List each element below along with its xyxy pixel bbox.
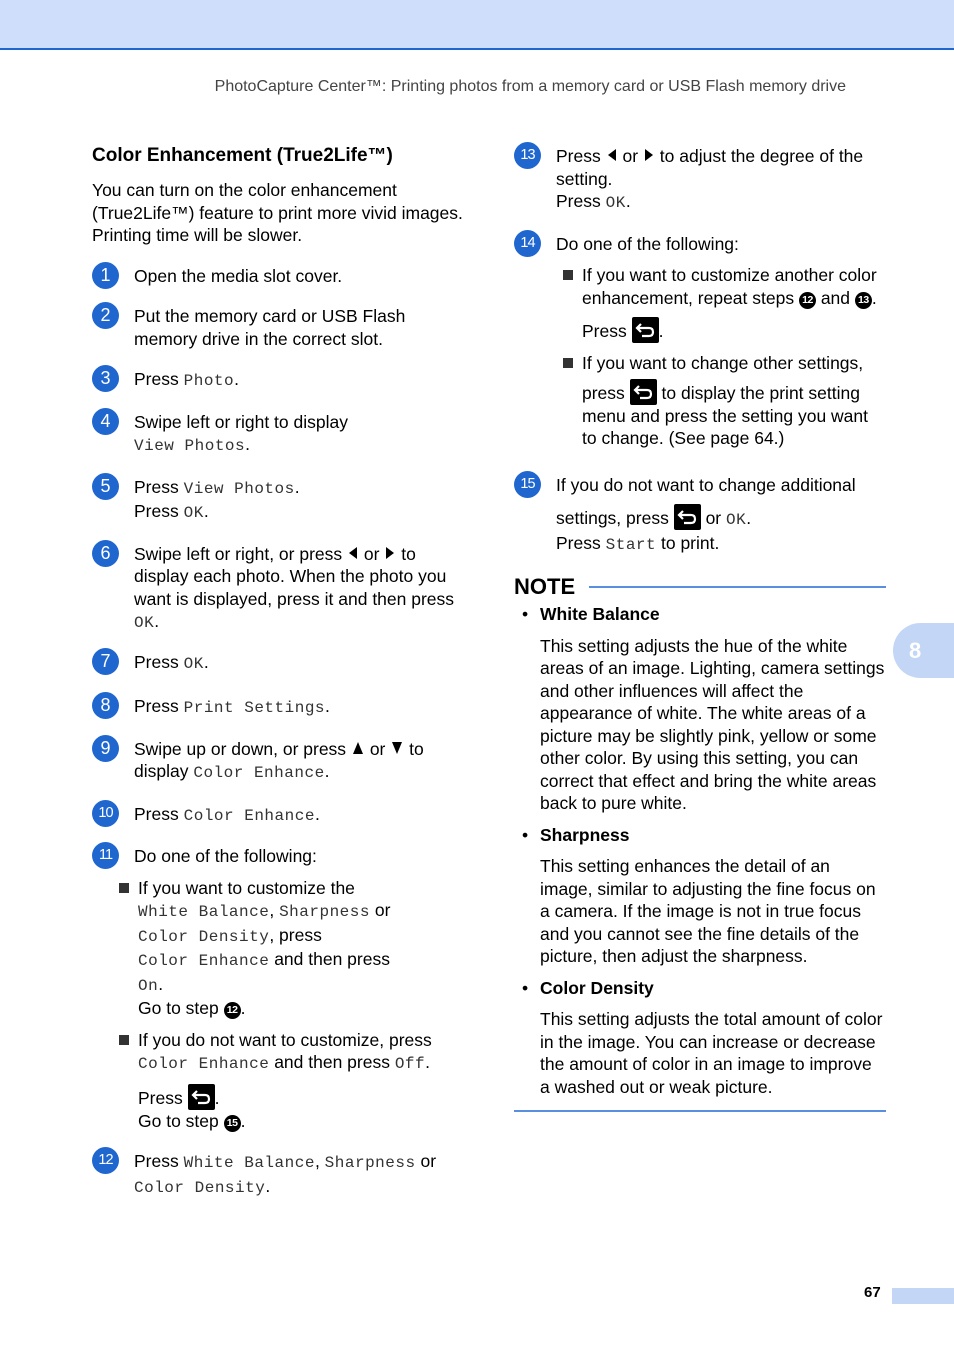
back-button-icon <box>674 504 701 530</box>
lcd-label: OK <box>183 504 204 522</box>
bullet-dot: • <box>522 977 529 998</box>
step-text: or <box>415 1151 437 1171</box>
note-item-body: This setting adjusts the hue of the white areas of an image. Lighting, camera settings and other influences will affect the appearance of white. The white areas of a picture may be slightly pink, yellow or some other color. By using this setting, you can correct that effect and bring the white areas back to pure white. <box>540 635 885 813</box>
step-3 <box>92 368 464 393</box>
step-text: . <box>234 369 239 389</box>
back-button-icon <box>630 379 657 405</box>
step-text: . <box>245 434 250 454</box>
note-heading <box>514 574 886 600</box>
step-text: . <box>265 1175 271 1196</box>
step-text: settings, press <box>556 508 674 528</box>
step-text: . <box>324 761 330 781</box>
step-text: Press <box>134 1151 184 1171</box>
option-bullet <box>563 264 886 343</box>
step-text: Press <box>134 476 184 497</box>
note-item-body: This setting adjusts the total amount of color in the image. You can increase or decrease the amount of color in an image to improve a washed out or weak picture. <box>540 1009 883 1097</box>
bullet-text: If you want to customize the <box>138 877 355 898</box>
step-text: . <box>325 696 330 716</box>
step-number: 14 <box>514 230 541 257</box>
step-5 <box>92 476 464 525</box>
lcd-label: Photo <box>183 372 235 390</box>
left-arrow-icon <box>349 547 357 559</box>
step-8 <box>92 695 464 720</box>
note-divider <box>589 586 886 588</box>
step-number: 9 <box>92 735 119 762</box>
step-number: 12 <box>92 1147 119 1174</box>
step-ref-badge: 12 <box>224 1002 241 1019</box>
step-text: display <box>134 761 194 781</box>
square-bullet-icon <box>119 883 129 893</box>
bullet-text: . <box>658 321 664 341</box>
note-box <box>514 574 886 1112</box>
bullet-text: . <box>425 1052 431 1072</box>
back-button-icon <box>188 1084 215 1110</box>
lcd-label: OK <box>183 654 204 673</box>
step-4 <box>92 411 464 458</box>
step-6 <box>92 543 464 635</box>
lcd-label: View Photos <box>183 479 295 498</box>
right-arrow-icon <box>645 149 653 161</box>
bullet-text: . <box>158 973 164 994</box>
right-arrow-icon <box>386 547 394 559</box>
lcd-label: Color Density <box>138 927 270 946</box>
step-text: Press <box>556 191 606 211</box>
step-text: Swipe up or down, or press <box>134 738 347 759</box>
note-item-title: Sharpness <box>540 824 630 845</box>
bullet-text: . <box>240 1110 246 1131</box>
step-number: 10 <box>92 800 119 827</box>
step-11 <box>92 845 464 1132</box>
bullet-text: press <box>582 382 630 403</box>
bullet-text: , press <box>269 924 322 945</box>
step-ref-badge: 15 <box>224 1115 241 1132</box>
step-number: 4 <box>92 408 119 435</box>
step-text: Press <box>134 501 184 521</box>
down-arrow-icon <box>392 742 402 754</box>
step-text: Do one of the following: <box>556 233 739 254</box>
option-bullet <box>119 877 464 1020</box>
step-text: . <box>203 651 209 672</box>
step-text: , <box>314 1151 325 1171</box>
step-number: 11 <box>92 842 119 869</box>
section-title: Color Enhancement (True2Life™) <box>92 145 393 166</box>
step-2 <box>92 305 464 350</box>
lcd-label: View Photos <box>134 437 246 455</box>
lcd-label: Color Enhance <box>138 1055 270 1073</box>
step-number: 5 <box>92 473 119 500</box>
step-10 <box>92 803 464 828</box>
step-number: 1 <box>92 262 119 289</box>
step-12 <box>92 1150 464 1199</box>
bullet-text: Press <box>582 321 632 341</box>
lcd-label: Color Density <box>134 1178 266 1197</box>
bullet-text: and <box>815 287 855 308</box>
lcd-label: Start <box>605 535 657 554</box>
note-item-sharpness <box>514 824 886 968</box>
left-column <box>92 145 464 1199</box>
step-number: 15 <box>514 471 541 498</box>
step-text: to adjust the degree of the setting. <box>556 146 864 189</box>
step-text: to display each photo. When the photo you want is displayed, press it and then press <box>134 543 455 609</box>
bullet-text: and then press <box>269 949 390 969</box>
step-text: Put the memory card or USB Flash memory drive in the correct slot. <box>134 306 406 349</box>
lcd-label: White Balance <box>183 1154 315 1172</box>
step-text: Do one of the following: <box>134 846 317 866</box>
step-text: Swipe left or right, or press <box>134 543 343 564</box>
back-button-icon <box>632 317 659 343</box>
bullet-text: Press <box>138 1087 188 1108</box>
step-14 <box>514 233 886 450</box>
page-number: 67 <box>864 1284 881 1301</box>
square-bullet-icon <box>563 270 573 280</box>
square-bullet-icon <box>563 358 573 368</box>
note-item-body: This setting enhances the detail of an image, similar to adjusting the fine focus on a camera. If the image is not in true focus and you cannot see the fine details of the picture, then adjust the sharpness. <box>540 856 876 966</box>
step-number: 13 <box>514 142 541 169</box>
step-ref-badge: 13 <box>855 292 872 309</box>
note-item-title: White Balance <box>540 604 660 624</box>
step-text: . <box>746 508 752 528</box>
step-text: Press <box>556 146 601 166</box>
step-text: Press <box>134 803 184 824</box>
running-header: PhotoCapture Center™: Printing photos from a memory card or USB Flash memory drive <box>214 78 846 95</box>
step-1 <box>92 265 464 288</box>
lcd-label: Color Enhance <box>138 952 270 970</box>
step-ref-badge: 12 <box>799 292 816 309</box>
bullet-text: to display the print setting menu and press the setting you want to change. (See page 64.) <box>582 382 869 448</box>
step-7 <box>92 651 464 676</box>
step-number: 8 <box>92 692 119 719</box>
step-text: Press <box>556 532 606 553</box>
lcd-label: Print Settings <box>183 699 326 717</box>
bullet-text: If you want to customize another color enhancement, repeat steps <box>582 265 877 308</box>
step-text: Press <box>134 651 184 672</box>
step-text: Press <box>134 369 184 389</box>
step-text: or <box>622 146 639 166</box>
bullet-text: . <box>871 287 877 308</box>
lcd-label: On <box>138 976 159 995</box>
step-text: Open the media slot cover. <box>134 265 343 286</box>
lcd-label: Off <box>394 1055 426 1073</box>
press-line <box>582 317 886 343</box>
step-text: . <box>203 501 209 521</box>
bullet-dot: • <box>522 824 529 845</box>
top-band <box>0 0 954 50</box>
up-arrow-icon <box>353 742 363 754</box>
bullet-text: . <box>240 998 246 1018</box>
step-text: to <box>409 738 424 759</box>
bullet-text: or <box>369 900 391 920</box>
lcd-label: Color Enhance <box>193 764 325 782</box>
lcd-label: Color Enhance <box>183 806 315 825</box>
step-15 <box>514 474 886 557</box>
bullet-text: If you do not want to customize, press <box>138 1029 432 1050</box>
step-text: . <box>294 476 300 497</box>
note-item-title: Color Density <box>540 977 654 998</box>
step-number: 6 <box>92 540 119 567</box>
note-item-color-density <box>514 977 886 1099</box>
step-text: Press <box>134 696 184 716</box>
option-bullet <box>563 352 886 450</box>
press-line <box>138 1084 464 1133</box>
note-heading-text: NOTE <box>514 574 576 599</box>
bullet-text: and then press <box>269 1052 395 1072</box>
lcd-label: White Balance <box>138 903 270 921</box>
press-line <box>582 379 886 450</box>
step-text: or <box>700 508 726 528</box>
right-column <box>514 145 886 1112</box>
step-text: If you do not want to change additional <box>556 474 856 495</box>
step-text: . <box>154 611 160 631</box>
lcd-label: OK <box>134 614 155 632</box>
square-bullet-icon <box>119 1035 129 1045</box>
step-text: Swipe left or right to display <box>134 411 348 432</box>
bullet-dot: • <box>522 604 529 624</box>
lcd-label: OK <box>726 511 747 529</box>
bullet-text: Go to step <box>138 998 224 1018</box>
step-13 <box>514 145 886 215</box>
bullet-text: If you want to change other settings, <box>582 353 864 373</box>
step-text: to print. <box>656 532 720 553</box>
lcd-label: Sharpness <box>279 903 370 921</box>
lcd-label: Sharpness <box>324 1154 416 1172</box>
bullet-text: , <box>269 900 280 920</box>
page-number-bar <box>892 1288 954 1304</box>
step-text: . <box>314 803 320 824</box>
intro-paragraph: You can turn on the color enhancement (True2Life™) feature to print more vivid images. Printing time will be slower. <box>92 180 463 245</box>
chapter-tab: 8 <box>893 623 954 678</box>
lcd-label: OK <box>605 194 626 212</box>
step-text: or <box>369 738 386 759</box>
step-number: 3 <box>92 365 119 392</box>
option-bullet <box>119 1029 464 1133</box>
left-arrow-icon <box>608 149 616 161</box>
bullet-text: Go to step <box>138 1110 224 1131</box>
step-number: 7 <box>92 648 119 675</box>
note-item-white-balance <box>514 603 886 815</box>
step-9 <box>92 738 464 785</box>
step-number: 2 <box>92 302 119 329</box>
note-end-divider <box>514 1110 886 1112</box>
step-text: or <box>363 543 380 564</box>
press-line <box>556 504 886 556</box>
bullet-text: . <box>214 1087 220 1108</box>
step-text: . <box>625 191 631 211</box>
